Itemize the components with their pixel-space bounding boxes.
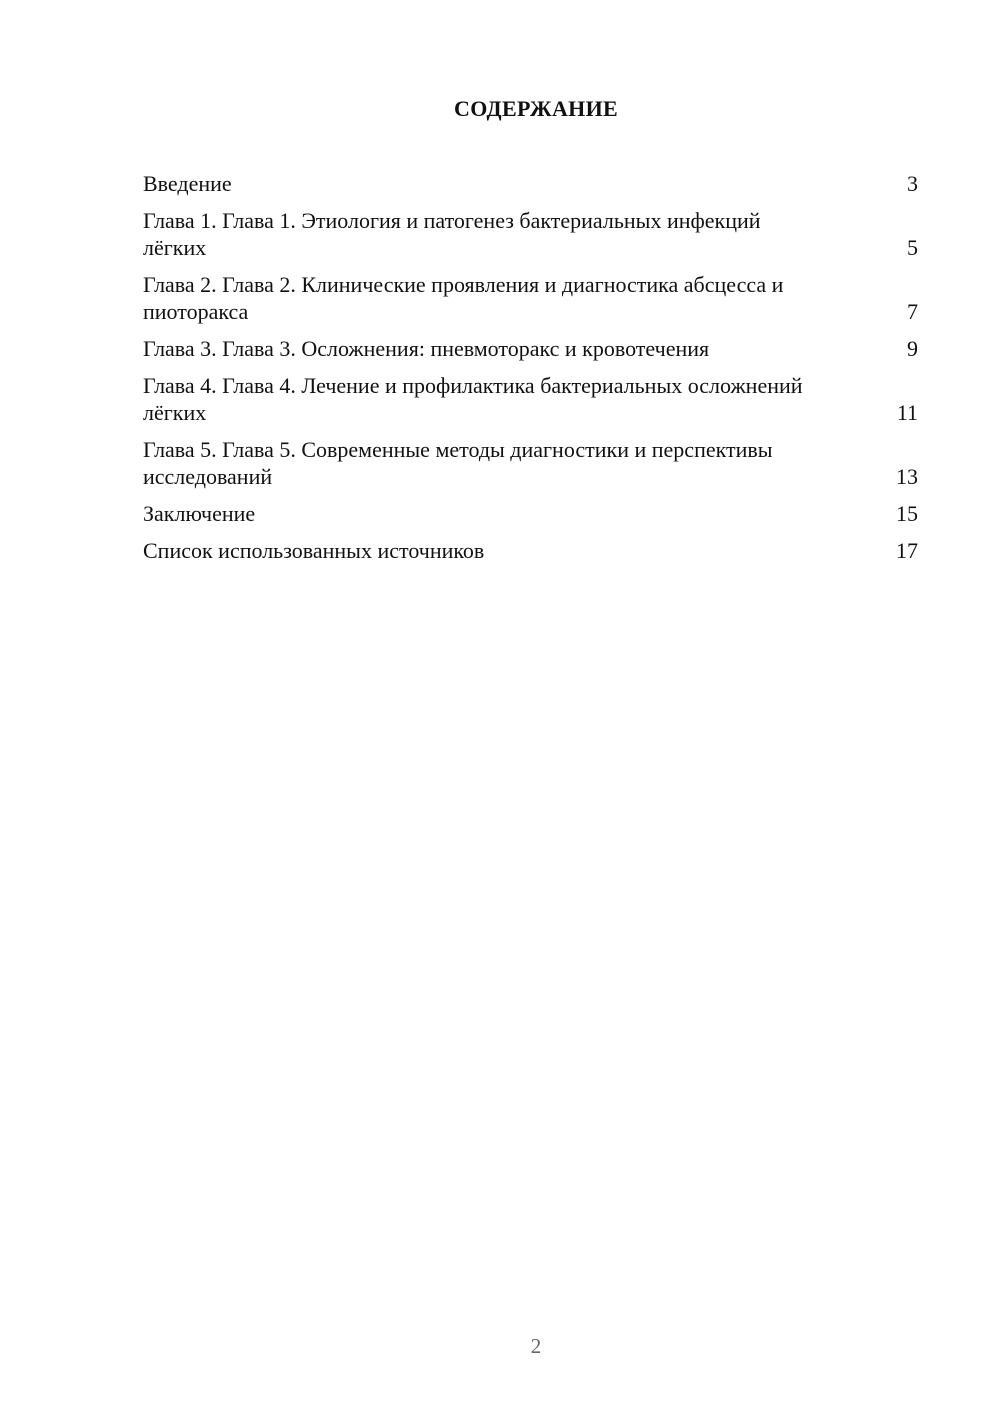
toc-entry-page: 5 (907, 235, 918, 260)
toc-entry-chapter-3 (143, 335, 918, 362)
toc-entry-conclusion (143, 500, 918, 527)
toc-entry-title: Введение (143, 171, 232, 196)
toc-entry-page: 3 (907, 171, 918, 196)
toc-entry-title: Глава 1. Глава 1. Этиология и патогенез бактериальных инфекций лёгких (143, 208, 761, 260)
toc-entry-title: Глава 3. Глава 3. Осложнения: пневмоторакс и кровотечения (143, 336, 710, 361)
page-title: СОДЕРЖАНИЕ (454, 96, 618, 121)
toc-entry-page: 15 (896, 501, 918, 526)
toc-entry-page: 9 (907, 336, 918, 361)
toc-entry-page: 7 (907, 299, 918, 324)
toc-entry-page: 17 (896, 538, 918, 563)
toc-entry-title: Заключение (143, 501, 256, 526)
toc-entry-title: Список использованных источников (143, 538, 485, 563)
page-number: 2 (530, 1334, 542, 1358)
table-of-contents (143, 170, 918, 574)
toc-entry-chapter-1 (143, 207, 918, 261)
toc-entry-title: Глава 4. Глава 4. Лечение и профилактика бактериальных осложнений лёгких (143, 373, 803, 425)
toc-entry-chapter-5 (143, 436, 918, 490)
toc-entry-title: Глава 5. Глава 5. Современные методы диагностики и перспективы исследований (143, 437, 773, 489)
toc-entry-page: 13 (896, 464, 918, 489)
toc-entry-page: 11 (896, 400, 918, 425)
toc-entry-references (143, 537, 918, 564)
toc-entry-chapter-4 (143, 372, 918, 426)
toc-entry-title: Глава 2. Глава 2. Клинические проявления и диагностика абсцесса и пиоторакса (143, 272, 784, 324)
toc-entry-introduction (143, 170, 918, 197)
toc-entry-chapter-2 (143, 271, 918, 325)
